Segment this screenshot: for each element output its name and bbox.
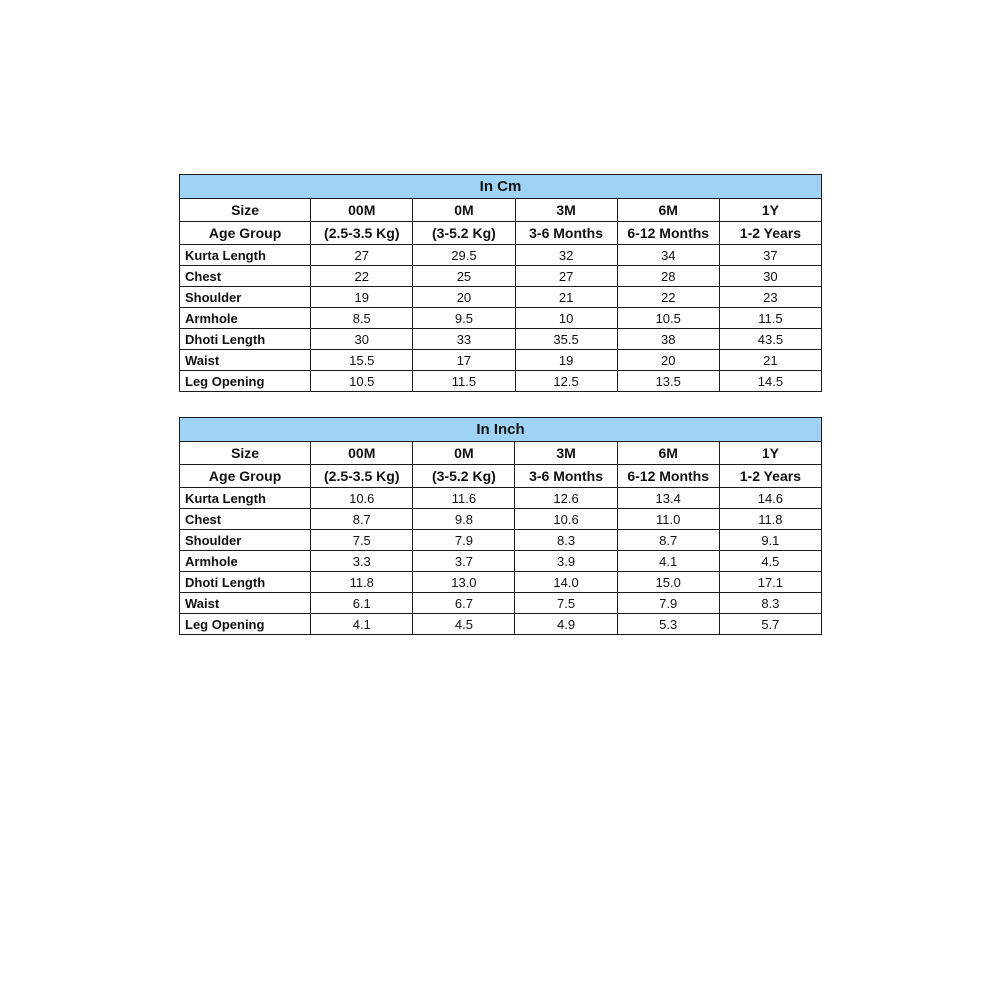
table-cell: 6.1 [311, 593, 413, 614]
table-cell: 8.3 [719, 593, 821, 614]
row-label: Shoulder [180, 530, 311, 551]
table-cell: 15.0 [617, 572, 719, 593]
table-cell: 12.6 [515, 488, 617, 509]
size-chart-cm [179, 174, 822, 392]
header-cell: 1Y [719, 199, 821, 222]
age-group-row [180, 465, 822, 488]
table-cell: 10.6 [515, 509, 617, 530]
table-cell: 10 [515, 308, 617, 329]
table-row [180, 593, 822, 614]
header-cell: 6-12 Months [617, 222, 719, 245]
row-label: Leg Opening [180, 371, 311, 392]
header-cell: (2.5-3.5 Kg) [311, 222, 413, 245]
table-cell: 17.1 [719, 572, 821, 593]
table-cell: 11.6 [413, 488, 515, 509]
header-cell: 6M [617, 442, 719, 465]
table-cell: 11.0 [617, 509, 719, 530]
table-cell: 11.8 [311, 572, 413, 593]
table-cell: 15.5 [311, 350, 413, 371]
table-cell: 29.5 [413, 245, 515, 266]
table-cell: 10.5 [311, 371, 413, 392]
table-cell: 12.5 [515, 371, 617, 392]
row-label: Waist [180, 350, 311, 371]
table-cell: 23 [719, 287, 821, 308]
header-cell: 3M [515, 199, 617, 222]
row-label: Size [180, 442, 311, 465]
header-cell: (3-5.2 Kg) [413, 222, 515, 245]
header-cell: (3-5.2 Kg) [413, 465, 515, 488]
table-row [180, 530, 822, 551]
table-cell: 28 [617, 266, 719, 287]
size-chart-inch [179, 417, 822, 635]
header-cell: 1-2 Years [719, 465, 821, 488]
table-cell: 20 [413, 287, 515, 308]
table-cell: 33 [413, 329, 515, 350]
age-group-row [180, 222, 822, 245]
row-label: Age Group [180, 465, 311, 488]
table-row [180, 488, 822, 509]
table-cell: 13.5 [617, 371, 719, 392]
header-cell: 0M [413, 442, 515, 465]
table-title-row [180, 418, 822, 442]
table-cell: 4.5 [719, 551, 821, 572]
table-cell: 37 [719, 245, 821, 266]
table-cell: 7.9 [617, 593, 719, 614]
table-cell: 22 [617, 287, 719, 308]
table-cell: 8.7 [617, 530, 719, 551]
header-cell: 00M [311, 199, 413, 222]
table-row [180, 308, 822, 329]
table-cell: 8.3 [515, 530, 617, 551]
table-cell: 20 [617, 350, 719, 371]
table-title-row [180, 175, 822, 199]
table-cell: 13.0 [413, 572, 515, 593]
row-label: Kurta Length [180, 488, 311, 509]
table-row [180, 350, 822, 371]
table-row [180, 614, 822, 635]
table-row [180, 245, 822, 266]
table-cell: 14.6 [719, 488, 821, 509]
table-cell: 21 [719, 350, 821, 371]
table-cell: 32 [515, 245, 617, 266]
table-row [180, 287, 822, 308]
table-cell: 13.4 [617, 488, 719, 509]
table-cell: 25 [413, 266, 515, 287]
header-cell: 3-6 Months [515, 222, 617, 245]
table-cell: 30 [719, 266, 821, 287]
row-label: Kurta Length [180, 245, 311, 266]
row-label: Leg Opening [180, 614, 311, 635]
row-label: Chest [180, 266, 311, 287]
table-cell: 9.1 [719, 530, 821, 551]
table-cell: 10.6 [311, 488, 413, 509]
table-row [180, 509, 822, 530]
table-cell: 7.5 [515, 593, 617, 614]
table-cell: 21 [515, 287, 617, 308]
table-cell: 4.9 [515, 614, 617, 635]
table-cell: 27 [311, 245, 413, 266]
row-label: Chest [180, 509, 311, 530]
table-cell: 3.3 [311, 551, 413, 572]
table-cell: 8.5 [311, 308, 413, 329]
header-cell: 1-2 Years [719, 222, 821, 245]
table-cell: 43.5 [719, 329, 821, 350]
table-cell: 7.9 [413, 530, 515, 551]
table-title: In Inch [180, 418, 822, 442]
table-row [180, 572, 822, 593]
size-header-row [180, 442, 822, 465]
table-cell: 4.5 [413, 614, 515, 635]
table-cell: 30 [311, 329, 413, 350]
row-label: Dhoti Length [180, 572, 311, 593]
table-cell: 19 [515, 350, 617, 371]
row-label: Age Group [180, 222, 311, 245]
table-cell: 8.7 [311, 509, 413, 530]
size-header-row [180, 199, 822, 222]
header-cell: 0M [413, 199, 515, 222]
table-row [180, 266, 822, 287]
header-cell: 6M [617, 199, 719, 222]
table-cell: 14.0 [515, 572, 617, 593]
table-cell: 11.5 [413, 371, 515, 392]
table-cell: 9.5 [413, 308, 515, 329]
header-cell: (2.5-3.5 Kg) [311, 465, 413, 488]
table-cell: 17 [413, 350, 515, 371]
table-row [180, 551, 822, 572]
row-label: Size [180, 199, 311, 222]
table-cell: 5.3 [617, 614, 719, 635]
table-row [180, 329, 822, 350]
table-cell: 35.5 [515, 329, 617, 350]
row-label: Waist [180, 593, 311, 614]
header-cell: 3-6 Months [515, 465, 617, 488]
table-body [180, 418, 822, 635]
table-cell: 3.7 [413, 551, 515, 572]
row-label: Dhoti Length [180, 329, 311, 350]
table-cell: 4.1 [617, 551, 719, 572]
table-cell: 9.8 [413, 509, 515, 530]
table-cell: 4.1 [311, 614, 413, 635]
table-cell: 7.5 [311, 530, 413, 551]
table-cell: 38 [617, 329, 719, 350]
header-cell: 1Y [719, 442, 821, 465]
table-cell: 6.7 [413, 593, 515, 614]
table-cell: 14.5 [719, 371, 821, 392]
table-cell: 11.5 [719, 308, 821, 329]
table-cell: 22 [311, 266, 413, 287]
table-cell: 5.7 [719, 614, 821, 635]
table-row [180, 371, 822, 392]
row-label: Armhole [180, 551, 311, 572]
table-cell: 19 [311, 287, 413, 308]
table-cell: 3.9 [515, 551, 617, 572]
row-label: Shoulder [180, 287, 311, 308]
table-cell: 27 [515, 266, 617, 287]
header-cell: 3M [515, 442, 617, 465]
row-label: Armhole [180, 308, 311, 329]
header-cell: 6-12 Months [617, 465, 719, 488]
table-cell: 10.5 [617, 308, 719, 329]
table-title: In Cm [180, 175, 822, 199]
table-body [180, 175, 822, 392]
table-cell: 11.8 [719, 509, 821, 530]
table-cell: 34 [617, 245, 719, 266]
header-cell: 00M [311, 442, 413, 465]
